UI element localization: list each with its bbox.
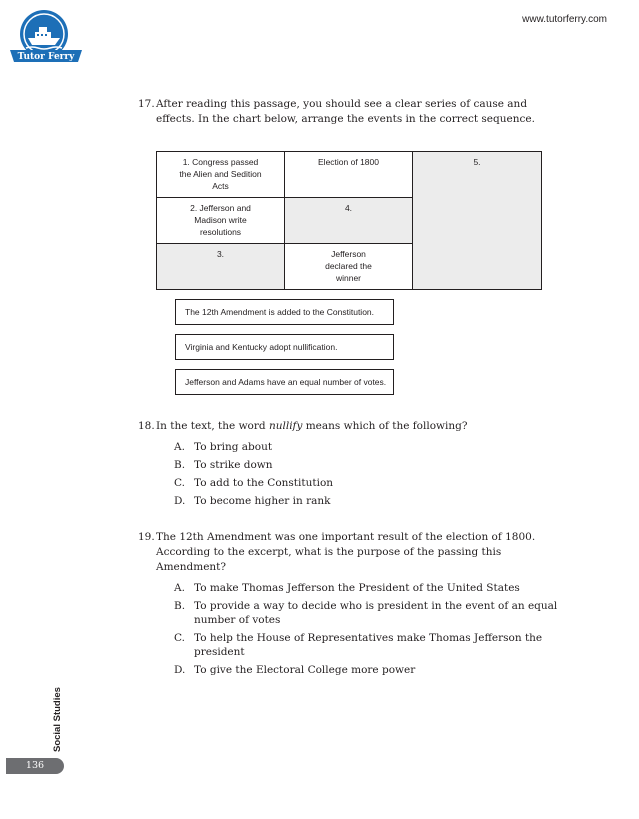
event-option-3[interactable]: Jefferson and Adams have an equal number of votes. [175,369,394,395]
answer-choices [138,440,558,508]
question-number: 18. [138,420,155,432]
question-text: The 12th Amendment was one important result of the election of 1800. According to the excerpt, what is the purpose of the passing this Amendment? [156,531,536,573]
answer-choice-c[interactable]: C. To help the House of Representatives make Thomas Jefferson the president [174,632,543,658]
question-19 [138,530,558,681]
logo-text: Tutor Ferry [17,52,75,62]
answer-choice-b[interactable]: B. To provide a way to decide who is president in the event of an equal number of votes [174,600,558,626]
chart-cell-5[interactable]: 5. [412,151,542,290]
answer-choice-a[interactable]: A. To bring about [174,441,273,453]
answer-choice-b[interactable]: B. To strike down [174,459,273,471]
question-text: After reading this passage, you should see a clear series of cause and effects. In the chart below, arrange the events in the correct sequence. [156,98,535,125]
question-17 [138,97,558,127]
question-18 [138,419,558,512]
question-text: In the text, the word nullify means which of the following? [156,420,468,432]
chart-cell-1: 1. Congress passed the Alien and Sedition Acts [156,151,285,198]
site-url[interactable]: www.tutorferry.com [522,14,607,25]
chart-cell-3[interactable]: 3. [156,243,285,290]
event-option-1[interactable]: The 12th Amendment is added to the Constitution. [175,299,394,325]
chart-cell-2: 2. Jefferson and Madison write resolutions [156,197,285,244]
event-option-2[interactable]: Virginia and Kentucky adopt nullification. [175,334,394,360]
nullify-term: nullify [268,420,303,432]
question-number: 19. [138,531,155,543]
answer-choice-d[interactable]: D. To become higher in rank [174,495,331,507]
section-label: Social Studies [52,687,63,752]
chart-cell-declared: Jefferson declared the winner [284,243,413,290]
answer-choice-a[interactable]: A. To make Thomas Jefferson the President of the United States [174,582,520,594]
answer-choice-d[interactable]: D. To give the Electoral College more power [174,664,416,676]
answer-choice-c[interactable]: C. To add to the Constitution [174,477,334,489]
page-number: 136 [6,758,64,774]
sequence-chart [156,151,542,290]
question-number: 17. [138,98,155,110]
chart-cell-4[interactable]: 4. [284,197,413,244]
chart-cell-election: Election of 1800 [284,151,413,198]
answer-choices [138,581,558,677]
tutor-ferry-logo [6,8,88,68]
